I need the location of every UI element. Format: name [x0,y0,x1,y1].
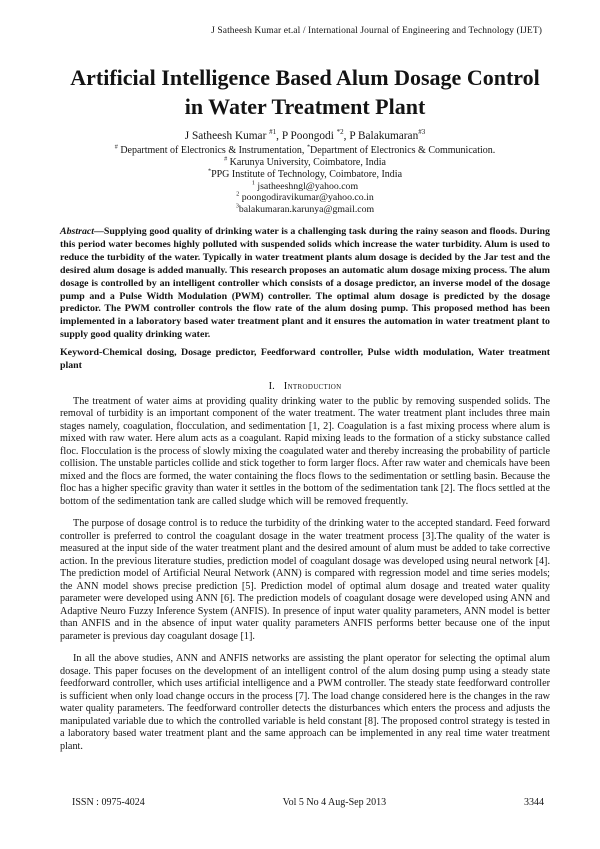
affiliations [60,145,550,180]
page-content [60,0,550,763]
authors-line [60,130,550,142]
section-title: Introduction [283,380,342,392]
paper-title: Artificial Intelligence Based Alum Dosage Control in Water Treatment Plant [70,65,540,119]
email-line-2 [60,192,550,204]
affiliation-institute [60,169,550,181]
affiliation-univ-text: Karunya University, Coimbatore, India [227,156,386,168]
affiliation-departments [60,145,550,157]
keywords-label: Keyword- [60,347,103,359]
section-number: I. [268,380,275,392]
keywords-paragraph [60,347,550,373]
author-3: P Balakumaran [349,130,419,143]
page-footer [60,797,550,808]
email-2-address: poongodiravikumar@yahoo.co.in [239,192,374,204]
footer-page-number: 3344 [523,797,544,808]
footer-issn: ISSN : 0975-4024 [72,797,145,808]
affiliation-inst-sup: * [207,167,212,175]
author-1: J Satheesh Kumar [184,130,270,143]
author-separator-1: , [276,130,282,143]
affiliation-univ-sup: # [224,155,228,163]
abstract-text: Supplying good quality of drinking water is a challenging task during the rainy season and floods. During this period water becomes highly polluted with suspended solids which increase the water turbidity. Alum is used to reduce the turbidity of the water. Typically in water treatment plants alum dosage is decided by the Jar test and the desired alum dosage is added manually. This research proposes an automatic alum dosage mixing process. The alum dosage is controlled by an intelligent controller which consists of a dosage predictor, an inverse model of the dosage pump and a Pulse Width Modulation (PWM) controller. The optimal alum dosage is predicted by the dosage predictor. The PWM controller controls the flow rate of the alum dosing pump. This proposed method has been implemented in a laboratory based water treatment plant and it ensures the automation in water treatment plant to supply good quality drinking water. [60,226,550,341]
email-line-3 [60,204,550,216]
affiliation-dept-text-2: Department of Electronics & Communication. [310,145,496,157]
intro-paragraph-1: The treatment of water aims at providing quality drinking water to the public by removing suspended solids. The removal of turbidity is an important component of the water treatment. The water treatment plant includes three main stages namely, coagulation, flocculation, and sedimentation [1, 2]. Coagulation is a fast mixing process where alum is mixed with raw water. Here alum acts as a coagulant. Rapid mixing leads to the formation of a sticky substance called floc. Flocculation is the process of slowly mixing the coagulated water and thereby increasing the probability of particle collision. The unstable particles collide and stick together to form larger flocs. After raw water and chemicals have been mixed and the flocs are formed, the water containing the flocs flows to the sedimentation or settling basin. Because the floc has a higher specific gravity than water it settles in the bottom of the sedimentation tank [2]. The flocs settled at the bottom of the sedimentation tank are called sludge which will be removed frequently. [60,395,550,507]
email-3-sup: 3 [235,203,239,210]
affiliation-dept-text-1: Department of Electronics & Instrumentation, [117,145,307,157]
intro-paragraph-3: In all the above studies, ANN and ANFIS networks are assisting the plant operator for selecting the optimal alum dosage. This paper focuses on the development of an intelligent control of the alum dosing pump using a steady state feedforward controller, which uses artificial intelligence and a PWM controller. The steady state feedforward controller is sufficient when only load change occurs in the process [7]. The load change considered here is the changes in the raw water quality parameters. The feedforward controller detects the disturbances which enters the process and adjusts the manipulated variable due to which the controlled variable is held constant [8]. The proposed control strategy is tested in a laboratory based water treatment plant and the same approach can be implemented in any real time water treatment plant. [60,653,550,752]
email-1-address: jsatheeshngl@yahoo.com [254,180,359,192]
email-line-1 [60,181,550,193]
author-2: P Poongodi [281,130,337,143]
email-2-sup: 2 [236,191,240,198]
abstract-paragraph [60,226,550,342]
footer-volume: Vol 5 No 4 Aug-Sep 2013 [282,797,387,808]
email-1-sup: 1 [251,180,255,187]
keywords-text: Chemical dosing, Dosage predictor, Feedforward controller, Pulse width modulation, Water treatment plant [60,347,550,371]
author-emails [60,181,550,216]
author-3-sup: #3 [418,128,426,137]
author-separator-2: , [343,130,350,143]
running-head: J Satheesh Kumar et.al / International Journal of Engineering and Technology (IJET) [211,26,542,36]
intro-paragraph-2: The purpose of dosage control is to reduce the turbidity of the drinking water to the accepted standard. Feed forward controller is preferred to control the coagulant dosage in the water treatment process [3].The quality of the water is measured at the input side of the water treatment plant and the desired amount of alum must be added to take corrective action. In the previous literature studies, prediction model of coagulant dosage was developed using neural network [4]. The prediction model of Artificial Neural Network (ANN) is compared with regression model and time series models; the ANN model shows precise prediction [5]. Prediction model of optimal alum dosage and treated water quality parameter were developed using ANN [6]. The prediction models of coagulant dosage were developed using ANN and Adaptive Neuro Fuzzy Inference System (ANFIS). In presence of input water quality parameters, ANN model is better than ANFIS and in the absence of input water quality parameters ANFIS performs better because one of the input parameter is previous day coagulant dosage [1]. [60,518,550,642]
author-1-sup: #1 [269,128,277,137]
abstract-label: Abstract— [60,226,104,238]
affiliation-dept-sup-2: * [306,143,311,151]
affiliation-dept-sup-1: # [114,143,118,151]
section-heading-introduction [60,381,550,392]
affiliation-university [60,157,550,169]
email-3-address: balakumaran.karunya@gmail.com [238,203,375,215]
author-2-sup: *2 [336,128,344,137]
affiliation-inst-text: PPG Institute of Technology, Coimbatore, India [211,168,403,180]
